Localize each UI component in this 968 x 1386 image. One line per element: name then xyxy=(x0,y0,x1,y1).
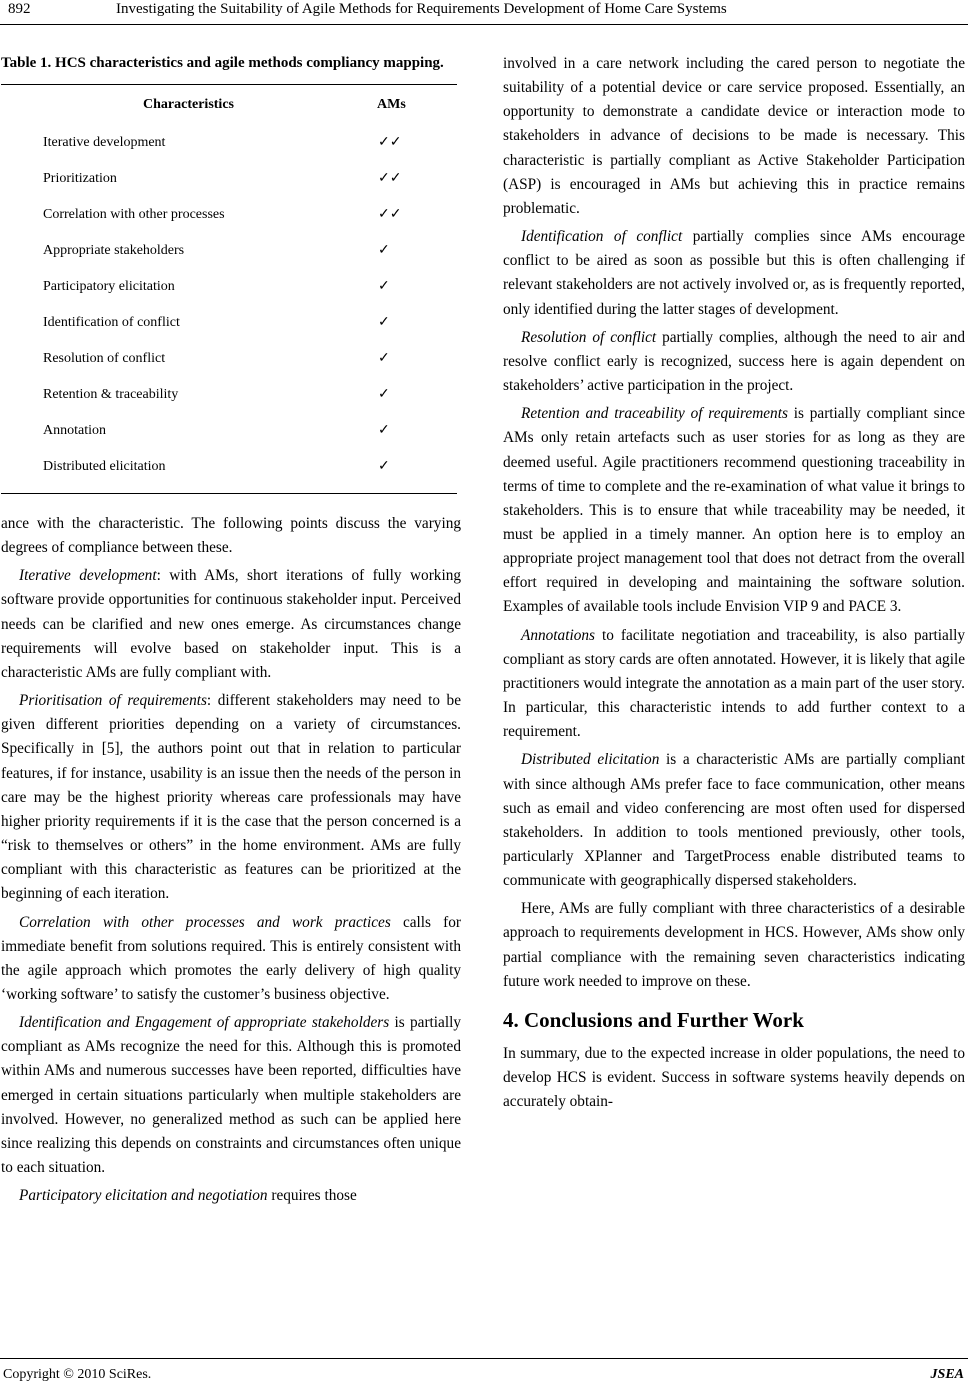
header-ams: AMs xyxy=(377,96,406,112)
paragraph-emphasis: Distributed elicitation xyxy=(521,751,660,769)
paragraph xyxy=(503,748,965,893)
table-cell-ams: ✓ xyxy=(378,386,390,402)
paragraph-text: : different stakeholders may need to be given different priorities depending on a variety of circumstances. Specifically in [5], the authors point out that in relation to particular features, if for instance, usability is an issue then the needs of the person in care may be the highest priority whereas care professionals may have higher priority requirements if it is the case that the person concerned is a “risk to themselves or others” in the home environment. AMs are fully compliant with this characteristic as features can be prioritized at the beginning of each iteration. xyxy=(1,692,461,903)
table-row xyxy=(1,449,457,485)
table-row xyxy=(1,413,457,449)
table-cell-characteristic: Annotation xyxy=(43,422,106,438)
table-cell-characteristic: Appropriate stakeholders xyxy=(43,242,185,258)
paragraph-text: is partially compliant as AMs recognize the need for this. Although this is promoted within AMs and numerous successes have been reported, difficulties have emerged in certain situations particularly when multiple stakeholders are involved. However, no generalized method as such can be applied here since realizing this depends on constraints and circumstances often unique to each situation. xyxy=(1,1014,461,1177)
table-cell-characteristic: Identification of conflict xyxy=(43,314,180,330)
page-footer xyxy=(0,1358,968,1386)
paragraph xyxy=(503,52,965,221)
paragraph-emphasis: Annotations xyxy=(521,626,595,644)
table-cell-ams: ✓ xyxy=(378,422,390,438)
table-cell-ams: ✓✓ xyxy=(378,170,402,186)
table-cell-characteristic: Resolution of conflict xyxy=(43,350,166,366)
table-row xyxy=(1,305,457,341)
left-column xyxy=(1,52,461,1208)
table-cell-ams: ✓✓ xyxy=(378,134,402,150)
table-row xyxy=(1,269,457,305)
paragraph-text: requires those xyxy=(267,1187,357,1205)
table-row xyxy=(1,233,457,269)
paragraph-emphasis: Resolution of conflict xyxy=(521,328,657,346)
table-cell-characteristic: Correlation with other processes xyxy=(43,206,225,222)
table-cell-ams: ✓ xyxy=(378,314,390,330)
paragraph-emphasis: Correlation with other processes and work practices xyxy=(19,913,391,931)
table-cell-characteristic: Retention & traceability xyxy=(43,386,179,402)
table-cell-ams: ✓ xyxy=(378,278,390,294)
paragraph xyxy=(503,225,965,322)
table-cell-characteristic: Iterative development xyxy=(43,134,166,150)
page-header xyxy=(0,0,968,26)
table-cell-characteristic: Participatory elicitation xyxy=(43,278,175,294)
table-bottom-rule xyxy=(1,493,457,494)
table-row xyxy=(1,161,457,197)
footer-rule xyxy=(0,1358,968,1359)
table-cell-characteristic: Prioritization xyxy=(43,170,117,186)
journal-name: JSEA xyxy=(930,1367,964,1382)
paragraph-text: is a characteristic AMs are partially compliant with since although AMs prefer face to face communication, other means such as email and video conferencing are most often used for dispersed stakeholders. In addition to tools mentioned previously, other tools, particularly XPlanner and TargetProcess enable distributed teams to communicate with geographically dispersed stakeholders. xyxy=(503,751,965,890)
table-cell-ams: ✓✓ xyxy=(378,206,402,222)
paragraph xyxy=(1,1011,461,1180)
paragraph-text: partially complies, although the need to air and resolve conflict early is recognized, success here is again dependent on stakeholders’ active participation in the project. xyxy=(503,328,965,395)
table-header-row xyxy=(1,85,457,125)
paragraph-text: : with AMs, short iterations of fully working software provide opportunities for continuous stakeholder input. Perceived needs can be clarified and new ones emerge. As circumstances change requirements will evolve based on stakeholder input. This is a characteristic AMs are fully compliant with. xyxy=(1,567,461,681)
paragraph-emphasis: Iterative development xyxy=(19,567,157,585)
table-caption: Table 1. HCS characteristics and agile methods compliancy mapping. xyxy=(1,55,444,71)
running-title: Investigating the Suitability of Agile Methods for Requirements Development of Home Care Systems xyxy=(116,1,727,17)
paragraph-text: is partially compliant since AMs only retain artefacts such as user stories for as long as they are deemed useful. Agile practitioners recommend questioning traceability in terms of time to complete and the re-examination of what value it brings to stakeholders. This is to ensure that while traceability may be needed, it must be applied in a timely manner. An option here is to employ an appropriate project management tool that does not detract from the overall effort required in developing and maintaining the software solution. Examples of available tools include Envision VIP 9 and PACE 3. xyxy=(503,405,965,616)
paragraph xyxy=(1,564,461,685)
paragraph-text: Here, AMs are fully compliant with three characteristics of a desirable approach to requirements development in HCS. However, AMs show only partial compliance with the remaining seven characteristics indicating future work needed to improve on these. xyxy=(503,900,965,990)
table-row xyxy=(1,125,457,161)
copyright: Copyright © 2010 SciRes. xyxy=(3,1367,152,1382)
paragraph xyxy=(1,689,461,906)
page-number: 892 xyxy=(8,1,31,17)
paragraph-text: ance with the characteristic. The following points discuss the varying degrees of compliance between these. xyxy=(1,515,461,557)
paragraph-emphasis: Prioritisation of requirements xyxy=(19,692,207,710)
paragraph xyxy=(503,326,965,398)
right-column xyxy=(503,52,965,1114)
paragraph-text: to facilitate negotiation and traceability, is also partially compliant as story cards are often annotated. However, it is likely that agile practitioners would integrate the annotation as a main part of the user story. In particular, this characteristic intends to add further context to a requirement. xyxy=(503,626,965,741)
paragraph-text: involved in a care network including the cared person to negotiate the suitability of a potential device or care service proposed. Essentially, an opportunity to demonstrate a candidate device or interaction mode to stakeholders in advance of decisions to be made is necessary. This characteristic is partially compliant as Active Stakeholder Participation (ASP) is encouraged in AMs but achieving this in practice remains problematic. xyxy=(503,55,965,217)
section-heading: 4. Conclusions and Further Work xyxy=(503,1007,804,1032)
header-rule xyxy=(0,24,968,25)
paragraph xyxy=(503,1042,965,1114)
table-cell-ams: ✓ xyxy=(378,242,390,258)
paragraph-emphasis: Identification of conflict xyxy=(521,228,683,246)
compliancy-table xyxy=(1,85,457,485)
paragraph-text: calls for immediate benefit from solutions required. This is entirely consistent with the agile approach which promotes the early delivery of high quality ‘working software’ to satisfy the customer’s business objective. xyxy=(1,913,461,1003)
table-row xyxy=(1,197,457,233)
paragraph-text: In summary, due to the expected increase in older populations, the need to develop HCS is evident. Success in software systems heavily depends on accurately obtain- xyxy=(503,1044,965,1111)
paragraph-emphasis: Retention and traceability of requirements xyxy=(521,405,788,423)
paragraph xyxy=(503,624,965,745)
paragraph xyxy=(503,897,965,994)
table-row xyxy=(1,377,457,413)
table-cell-ams: ✓ xyxy=(378,458,390,474)
paragraph xyxy=(1,1184,461,1208)
header-characteristics: Characteristics xyxy=(143,96,234,112)
paragraph-emphasis: Participatory elicitation and negotiation xyxy=(19,1187,268,1205)
table-cell-characteristic: Distributed elicitation xyxy=(43,458,166,474)
paragraph xyxy=(1,512,461,560)
table-row xyxy=(1,341,457,377)
paragraph-emphasis: Identification and Engagement of appropriate stakeholders xyxy=(19,1014,390,1032)
table-cell-ams: ✓ xyxy=(378,350,390,366)
paragraph xyxy=(503,402,965,619)
paragraph xyxy=(1,911,461,1008)
paragraph-text: partially complies since AMs encourage conflict to be aired as soon as possible but this is often challenging if relevant stakeholders are not actively involved or, as is frequently reported, only identified during the latter stages of development. xyxy=(503,228,965,318)
